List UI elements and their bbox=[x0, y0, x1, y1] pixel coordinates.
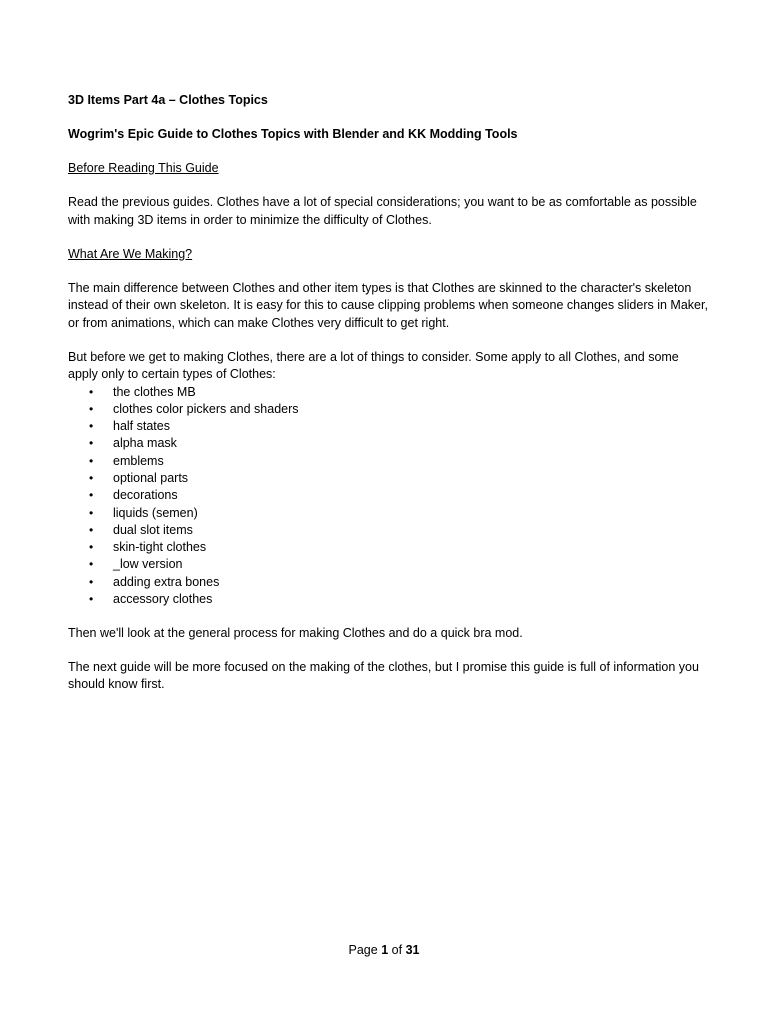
document-body bbox=[68, 92, 708, 710]
bullet-icon: • bbox=[89, 453, 94, 468]
paragraph-next-guide: The next guide will be more focused on the making of the clothes, but I promise this guide is full of information you should know first. bbox=[68, 659, 699, 692]
topics-bullet-list bbox=[68, 384, 708, 609]
list-item bbox=[68, 505, 708, 522]
list-item bbox=[68, 539, 708, 556]
list-item bbox=[68, 591, 708, 608]
list-item-text: accessory clothes bbox=[113, 592, 213, 607]
document-subtitle: Wogrim's Epic Guide to Clothes Topics with Blender and KK Modding Tools bbox=[68, 127, 518, 141]
page-word: Page bbox=[348, 943, 378, 957]
list-item bbox=[68, 401, 708, 418]
list-item-text: decorations bbox=[113, 488, 178, 503]
paragraph-things-to-consider: But before we get to making Clothes, there are a lot of things to consider. Some apply to all Clothes, and some apply only to certain types of Clothes: bbox=[68, 349, 679, 381]
paragraph-read-previous: Read the previous guides. Clothes have a lot of special considerations; you want to be as comfortable as possible with making 3D items in order to minimize the difficulty of Clothes. bbox=[68, 195, 697, 227]
bullet-icon: • bbox=[89, 488, 94, 503]
list-item-text: _low version bbox=[113, 557, 183, 572]
page-footer bbox=[0, 942, 768, 960]
list-item bbox=[68, 522, 708, 539]
list-item bbox=[68, 487, 708, 504]
list-item bbox=[68, 384, 708, 401]
section-heading-before-reading: Before Reading This Guide bbox=[68, 161, 219, 175]
list-item-text: half states bbox=[113, 419, 170, 434]
bullet-icon: • bbox=[89, 505, 94, 520]
bullet-icon: • bbox=[89, 470, 94, 485]
paragraph-main-difference: The main difference between Clothes and other item types is that Clothes are skinned to the character's skeleton instead of their own skeleton. It is easy for this to cause clipping problems when someone changes sliders in Maker, or from animations, which can make Clothes very difficult to get right. bbox=[68, 280, 708, 330]
list-item-text: emblems bbox=[113, 453, 164, 468]
bullet-icon: • bbox=[89, 592, 94, 607]
list-item-text: optional parts bbox=[113, 470, 189, 485]
bullet-icon: • bbox=[89, 557, 94, 572]
bullet-icon: • bbox=[89, 574, 94, 589]
section-heading-what-are-we-making: What Are We Making? bbox=[68, 246, 193, 261]
bullet-icon: • bbox=[89, 384, 94, 399]
document-title: 3D Items Part 4a – Clothes Topics bbox=[68, 93, 268, 107]
current-page-number: 1 bbox=[381, 943, 389, 957]
list-item-text: clothes color pickers and shaders bbox=[113, 401, 299, 416]
bullet-icon: • bbox=[89, 540, 94, 555]
list-item-text: adding extra bones bbox=[113, 574, 220, 589]
list-item bbox=[68, 453, 708, 470]
list-item bbox=[68, 470, 708, 487]
list-item bbox=[68, 556, 708, 573]
list-item bbox=[68, 418, 708, 435]
of-word: of bbox=[391, 943, 403, 957]
total-pages-number: 31 bbox=[405, 943, 420, 957]
bullet-icon: • bbox=[89, 419, 94, 434]
list-item-text: liquids (semen) bbox=[113, 505, 198, 520]
paragraph-general-process: Then we'll look at the general process for making Clothes and do a quick bra mod. bbox=[68, 625, 523, 640]
bullet-icon: • bbox=[89, 436, 94, 451]
list-item-text: alpha mask bbox=[113, 436, 177, 451]
list-item bbox=[68, 435, 708, 452]
list-item-text: skin-tight clothes bbox=[113, 540, 207, 555]
list-item-text: the clothes MB bbox=[113, 384, 196, 399]
list-item bbox=[68, 574, 708, 591]
bullet-icon: • bbox=[89, 522, 94, 537]
list-item-text: dual slot items bbox=[113, 522, 193, 537]
bullet-icon: • bbox=[89, 401, 94, 416]
